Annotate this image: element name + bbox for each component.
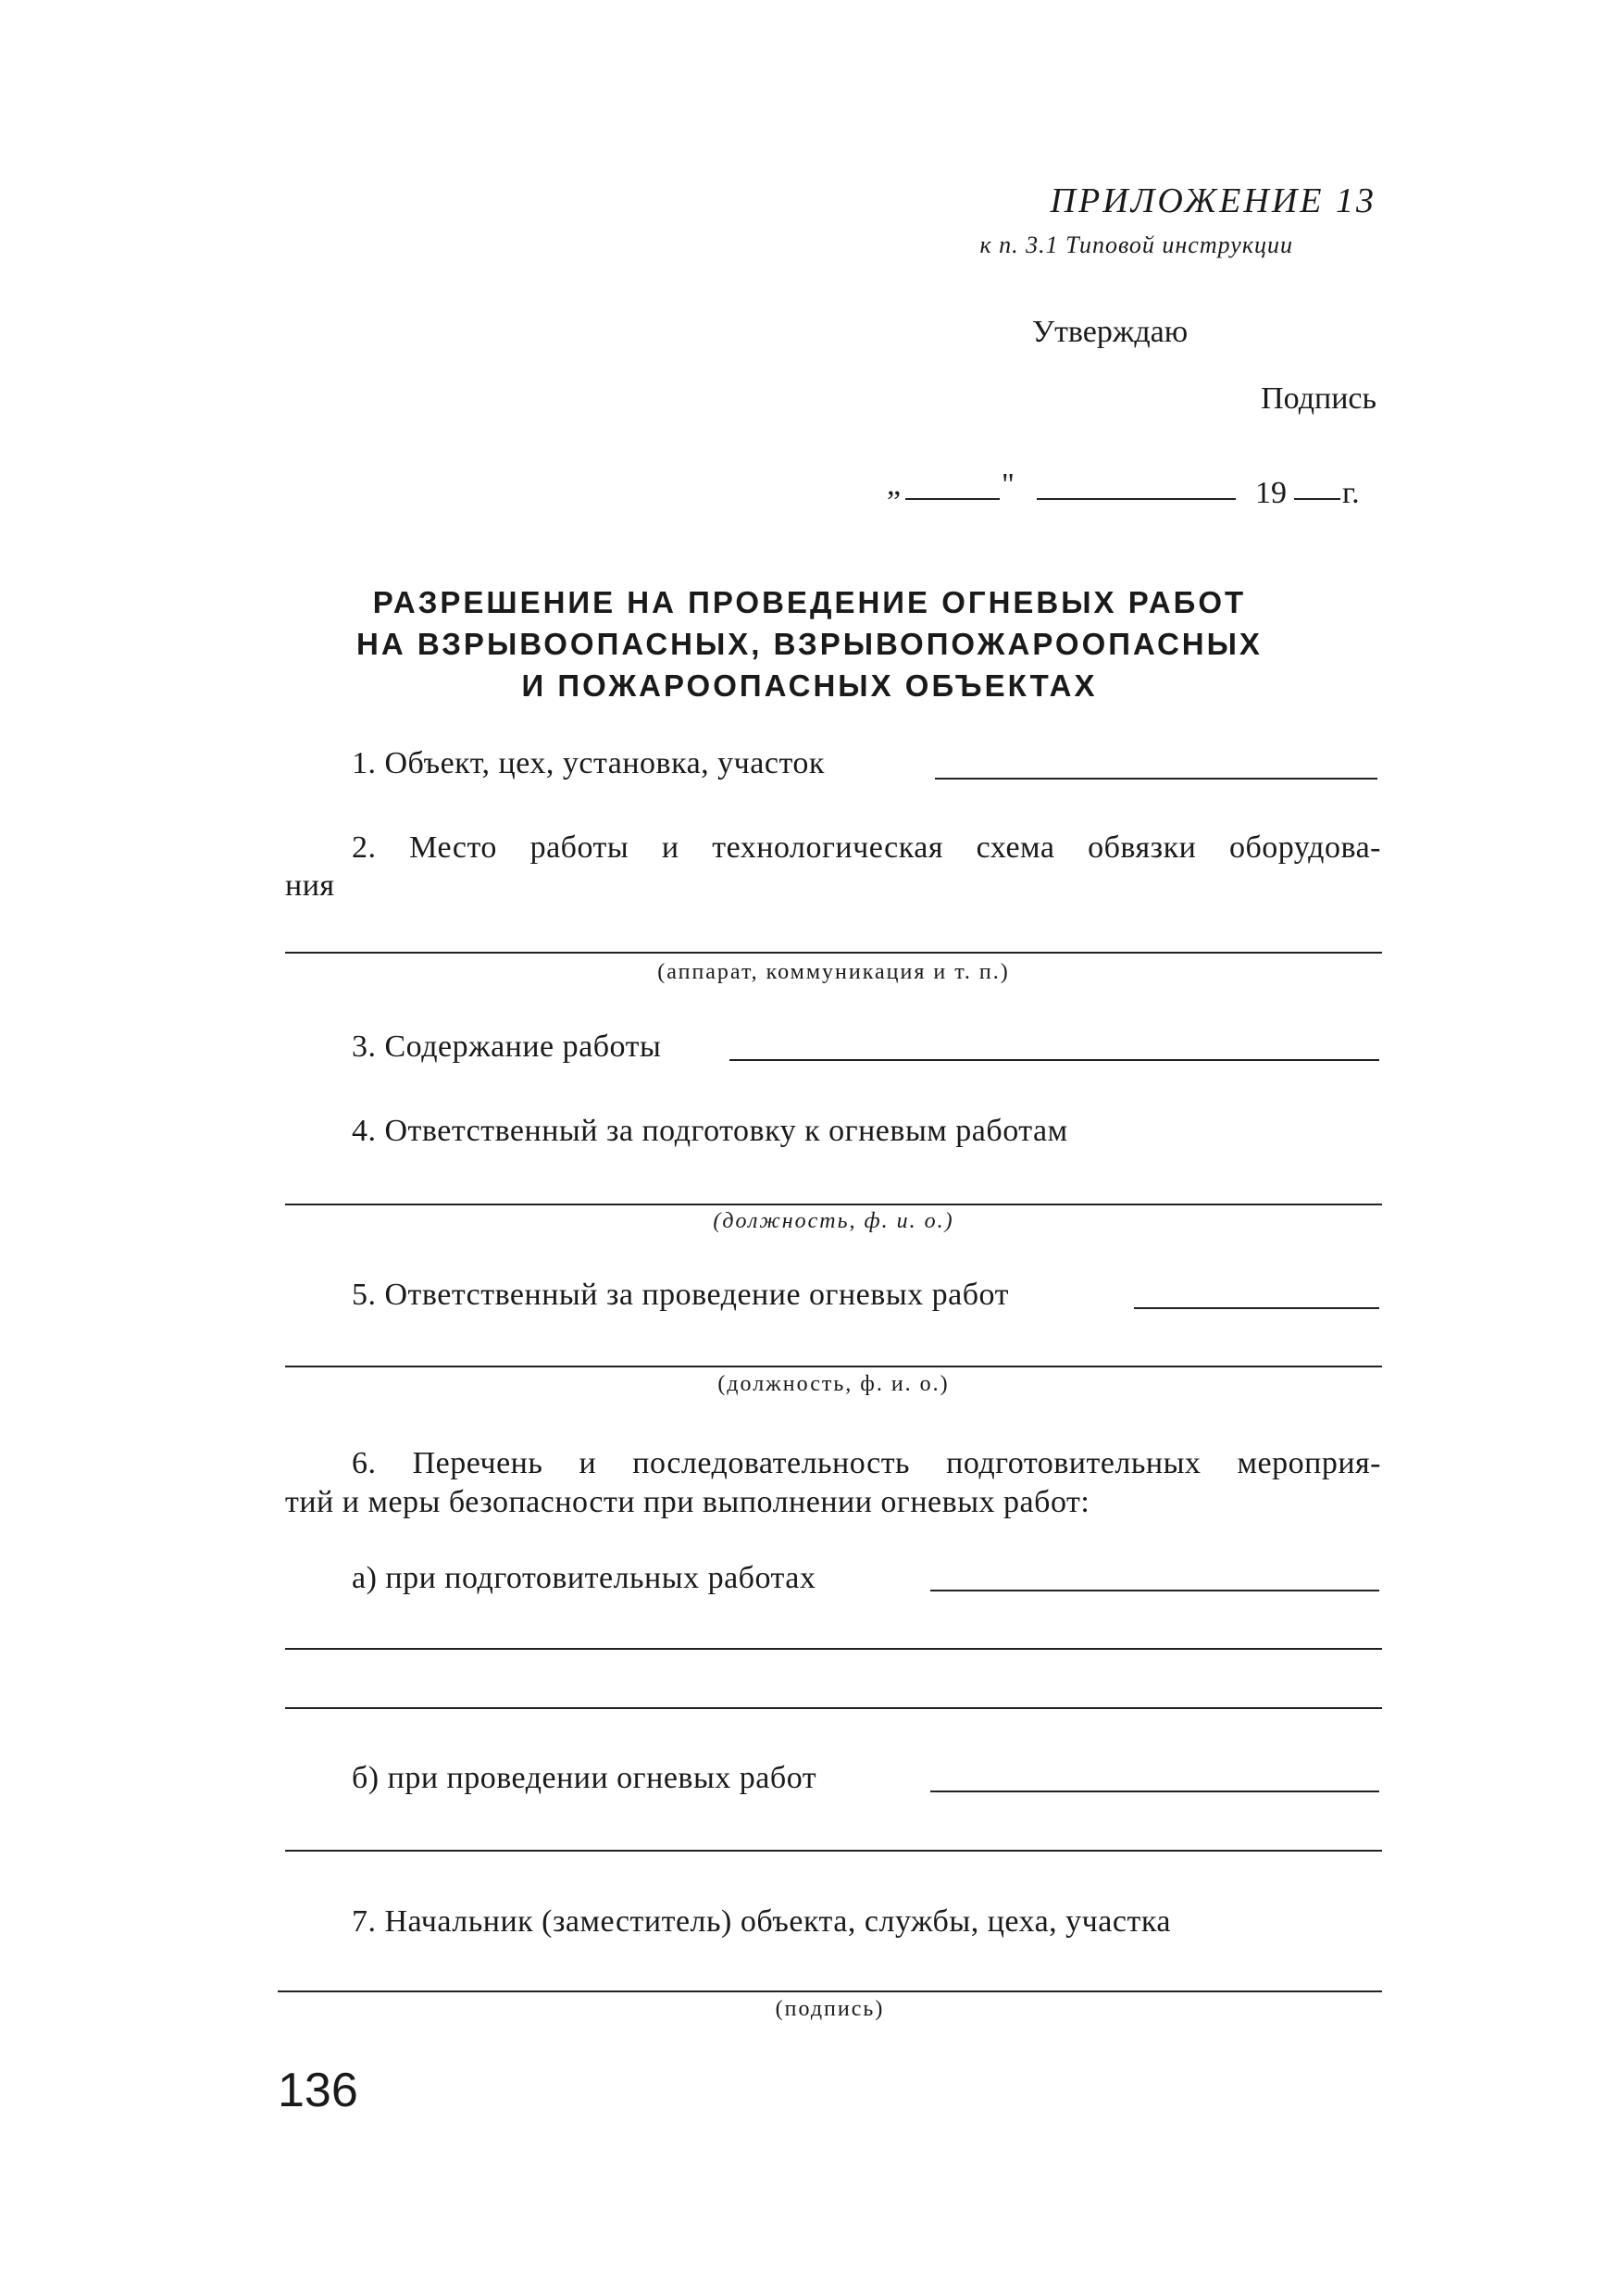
item-5-label: 5. Ответственный за проведение огневых работ	[352, 1278, 1009, 1312]
item-6-label-line-1: 6. Перечень и последовательность подготовительных мероприя-	[352, 1446, 1381, 1480]
date-close-quote: "	[1002, 468, 1015, 502]
page-number: 136	[278, 2064, 358, 2117]
item-6b-field[interactable]	[930, 1791, 1379, 1792]
year-blank[interactable]	[1294, 498, 1340, 500]
title-line-2: НА ВЗРЫВООПАСНЫХ, ВЗРЫВОПОЖАРООПАСНЫХ	[356, 627, 1263, 661]
item-3-label: 3. Содержание работы	[352, 1029, 662, 1064]
title-line-3: И ПОЖАРООПАСНЫХ ОБЪЕКТАХ	[521, 668, 1098, 703]
item-1-label: 1. Объект, цех, установка, участок	[352, 746, 825, 780]
document-title	[278, 581, 1341, 706]
item-6a-label: а) при подготовительных работах	[352, 1561, 816, 1595]
item-5-field-2[interactable]	[285, 1366, 1382, 1367]
item-2-field[interactable]	[285, 952, 1382, 954]
item-6a-field-2[interactable]	[285, 1648, 1382, 1650]
item-6-label-line-2: тий и меры безопасности при выполнении огневых работ:	[285, 1485, 1090, 1519]
item-6a-field[interactable]	[930, 1590, 1379, 1591]
item-4-label: 4. Ответственный за подготовку к огневым работам	[352, 1114, 1068, 1148]
item-6a-field-3[interactable]	[285, 1707, 1382, 1709]
item-5-field[interactable]	[1134, 1307, 1379, 1309]
date-year: 19	[1255, 476, 1287, 510]
item-3-field[interactable]	[729, 1059, 1379, 1061]
item-6b-field-2[interactable]	[285, 1850, 1382, 1852]
approve-label: Утверждаю	[1032, 315, 1189, 349]
day-blank[interactable]	[905, 498, 1000, 500]
signature-label: Подпись	[1261, 381, 1376, 416]
item-2-caption: (аппарат, коммуникация и т. п.)	[657, 960, 1010, 984]
appendix-reference: к п. 3.1 Типовой инструкции	[979, 231, 1293, 258]
item-7-field[interactable]	[278, 1990, 1382, 1992]
month-blank[interactable]	[1037, 498, 1236, 500]
item-1-field[interactable]	[935, 778, 1377, 780]
item-4-caption: (должность, ф. и. о.)	[713, 1209, 954, 1233]
appendix-label: ПРИЛОЖЕНИЕ 13	[1050, 181, 1376, 220]
item-6b-label: б) при проведении огневых работ	[352, 1761, 817, 1795]
date-suffix: г.	[1342, 476, 1360, 510]
item-7-label: 7. Начальник (заместитель) объекта, службы, цеха, участка	[352, 1904, 1171, 1939]
item-2-label-line-1: 2. Место работы и технологическая схема обвязки оборудова-	[352, 830, 1381, 865]
item-2-label-line-2: ния	[285, 868, 335, 903]
item-4-field[interactable]	[285, 1204, 1382, 1205]
item-5-caption: (должность, ф. и. о.)	[717, 1372, 950, 1396]
title-line-1: РАЗРЕШЕНИЕ НА ПРОВЕДЕНИЕ ОГНЕВЫХ РАБОТ	[372, 585, 1247, 619]
item-7-caption: (подпись)	[775, 1997, 885, 2021]
date-open-quote: „	[887, 468, 902, 502]
